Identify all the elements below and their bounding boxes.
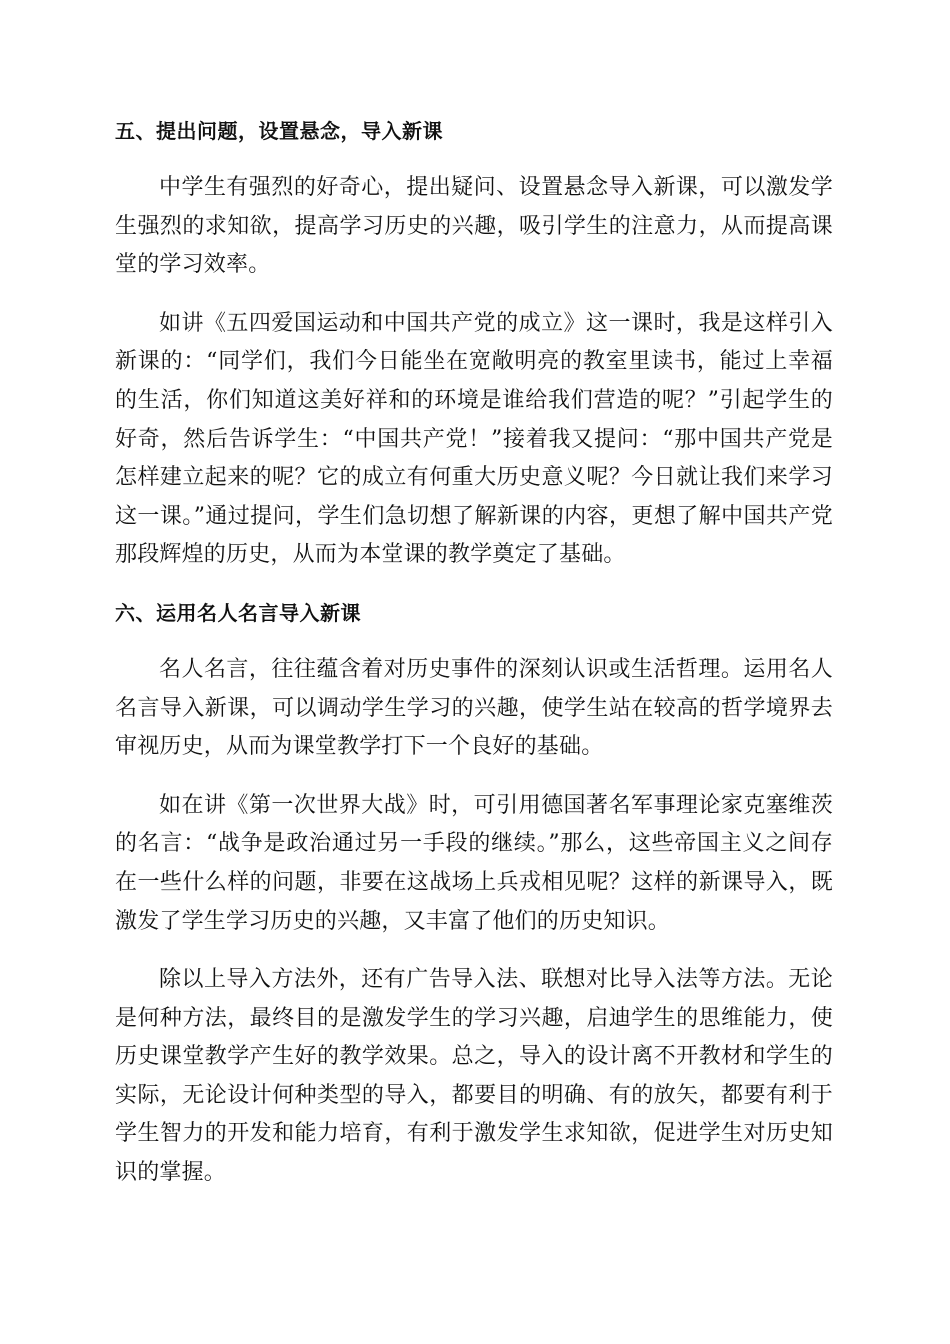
paragraph: 除以上导入方法外，还有广告导入法、联想对比导入法等方法。无论是何种方法，最终目的是激发学生的学习兴趣，启迪学生的思维能力，使历史课堂教学产生好的教学效果。总之，导入的设计离不开教材和学生的实际，无论设计何种类型的导入，都要目的明确、有的放矢，都要有利于学生智力的开发和能力培育，有利于激发学生求知欲，促进学生对历史知识的掌握。 bbox=[115, 967, 833, 1186]
paragraph: 如讲《五四爱国运动和中国共产党的成立》这一课时，我是这样引入新课的：“同学们，我们今日能坐在宽敞明亮的教室里读书，能过上幸福的生活，你们知道这美好祥和的环境是谁给我们营造的呢？”引起学生的好奇，然后告诉学生：“中国共产党！”接着我又提问：“那中国共产党是怎样建立起来的呢？它的成立有何重大历史意义呢？今日就让我们来学习这一课。”通过提问，学生们急切想了解新课的内容，更想了解中国共产党那段辉煌的历史，从而为本堂课的教学奠定了基础。 bbox=[115, 310, 833, 568]
paragraph: 名人名言，往往蕴含着对历史事件的深刻认识或生活哲理。运用名人名言导入新课，可以调动学生学习的兴趣，使学生站在较高的哲学境界去审视历史，从而为课堂教学打下一个良好的基础。 bbox=[115, 656, 833, 760]
section-heading-6: 六、运用名人名言导入新课 bbox=[115, 600, 361, 625]
document-body bbox=[115, 113, 833, 1193]
paragraph: 如在讲《第一次世界大战》时，可引用德国著名军事理论家克塞维茨的名言：“战争是政治通过另一手段的继续。”那么，这些帝国主义之间存在一些什么样的问题，非要在这战场上兵戎相见呢？这样的新课导入，既激发了学生学习历史的兴趣，又丰富了他们的历史知识。 bbox=[115, 792, 833, 934]
section-heading-5: 五、提出问题，设置悬念，导入新课 bbox=[115, 119, 443, 143]
paragraph: 中学生有强烈的好奇心，提出疑问、设置悬念导入新课，可以激发学生强烈的求知欲，提高学习历史的兴趣，吸引学生的注意力，从而提高课堂的学习效率。 bbox=[115, 175, 833, 278]
